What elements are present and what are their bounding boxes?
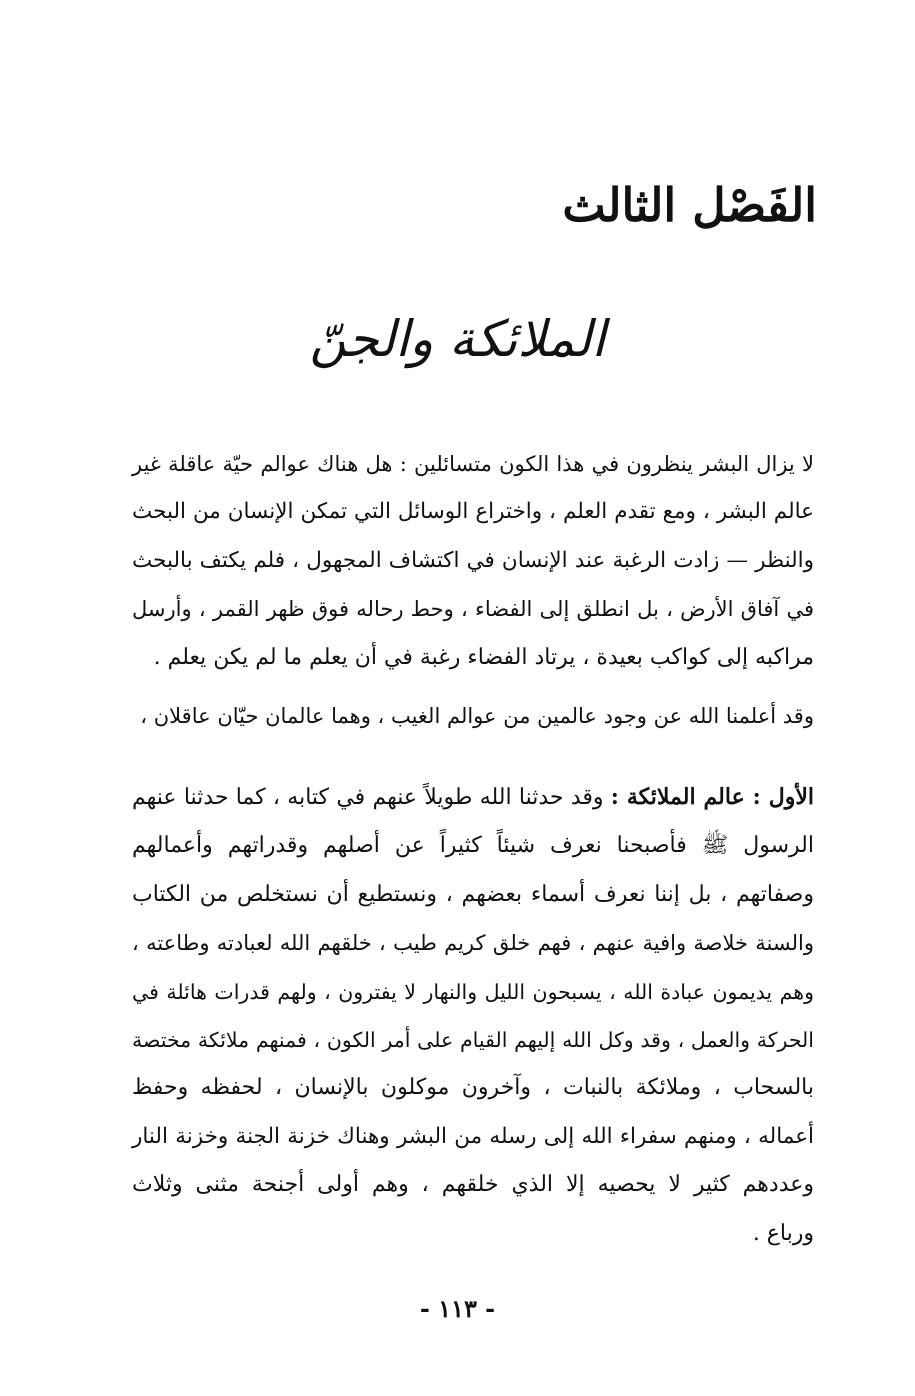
text-line: ورباع .	[752, 1220, 814, 1246]
text-line	[132, 773, 814, 822]
text-line: وعددهم كثير لا يحصيه إلا الذي خلقهم ، وهم أولى أجنحة مثنى وثلاث	[132, 1172, 814, 1198]
text-line: الرسول ﷺ فأصبحنا نعرف شيئاً كثيراً عن أصلهم وقدراتهم وأعمالهم	[132, 833, 814, 859]
chapter-title: الفَصْل الثالث	[562, 178, 817, 232]
text-line: وهم يديمون عبادة الله ، يسبحون الليل والنهار لا يفترون ، ولهم قدرات هائلة في	[132, 979, 814, 1004]
text-line: والسنة خلاصة وافية عنهم ، فهم خلق كريم طيب ، خلقهم الله لعبادته وطاعته ،	[132, 931, 814, 956]
text-line: الحركة والعمل ، وقد وكل الله إليهم القيام على أمر الكون ، فمنهم ملائكة مختصة	[132, 1028, 814, 1053]
section-title: الملائكة والجنّ	[309, 310, 606, 368]
text-line: مراكبه إلى كواكب بعيدة ، يرتاد الفضاء رغبة في أن يعلم ما لم يكن يعلم .	[153, 644, 814, 670]
text-line: عالم البشر ، ومع تقدم العلم ، واختراع الوسائل التي تمكن الإنسان من البحث	[132, 499, 814, 525]
text-line: بالسحاب ، وملائكة بالنبات ، وآخرون موكلون بالإنسان ، لحفظه وحفظ	[132, 1075, 814, 1101]
text-line: وقد أعلمنا الله عن وجود عالمين من عوالم الغيب ، وهما عالمان حيّان عاقلان ،	[140, 704, 814, 728]
angels-paragraph	[132, 773, 814, 1258]
page-number: - ١١٣ -	[419, 1294, 496, 1323]
text-line: والنظر — زادت الرغبة عند الإنسان في اكتشاف المجهول ، فلم يكتف بالبحث	[132, 547, 814, 573]
intro-paragraph	[132, 440, 814, 682]
text-line: أعماله ، ومنهم سفراء الله إلى رسله من البشر وهناك خزنة الجنة وخزنة النار	[132, 1123, 814, 1149]
angels-heading-term: الأول : عالم الملائكة :	[610, 784, 814, 810]
worlds-paragraph	[132, 692, 814, 740]
text-line: لا يزال البشر ينظرون في هذا الكون متسائلين : هل هناك عوالم حيّة عاقلة غير	[132, 452, 814, 476]
angels-first-line-text: وقد حدثنا الله طويلاً عنهم في كتابه ، كما حدثنا عنهم	[132, 785, 611, 810]
text-line: وصفاتهم ، بل إننا نعرف أسماء بعضهم ، ونستطيع أن نستخلص من الكتاب	[132, 881, 814, 907]
text-line: في آفاق الأرض ، بل انطلق إلى الفضاء ، وحط رحاله فوق ظهر القمر ، وأرسل	[132, 597, 814, 622]
